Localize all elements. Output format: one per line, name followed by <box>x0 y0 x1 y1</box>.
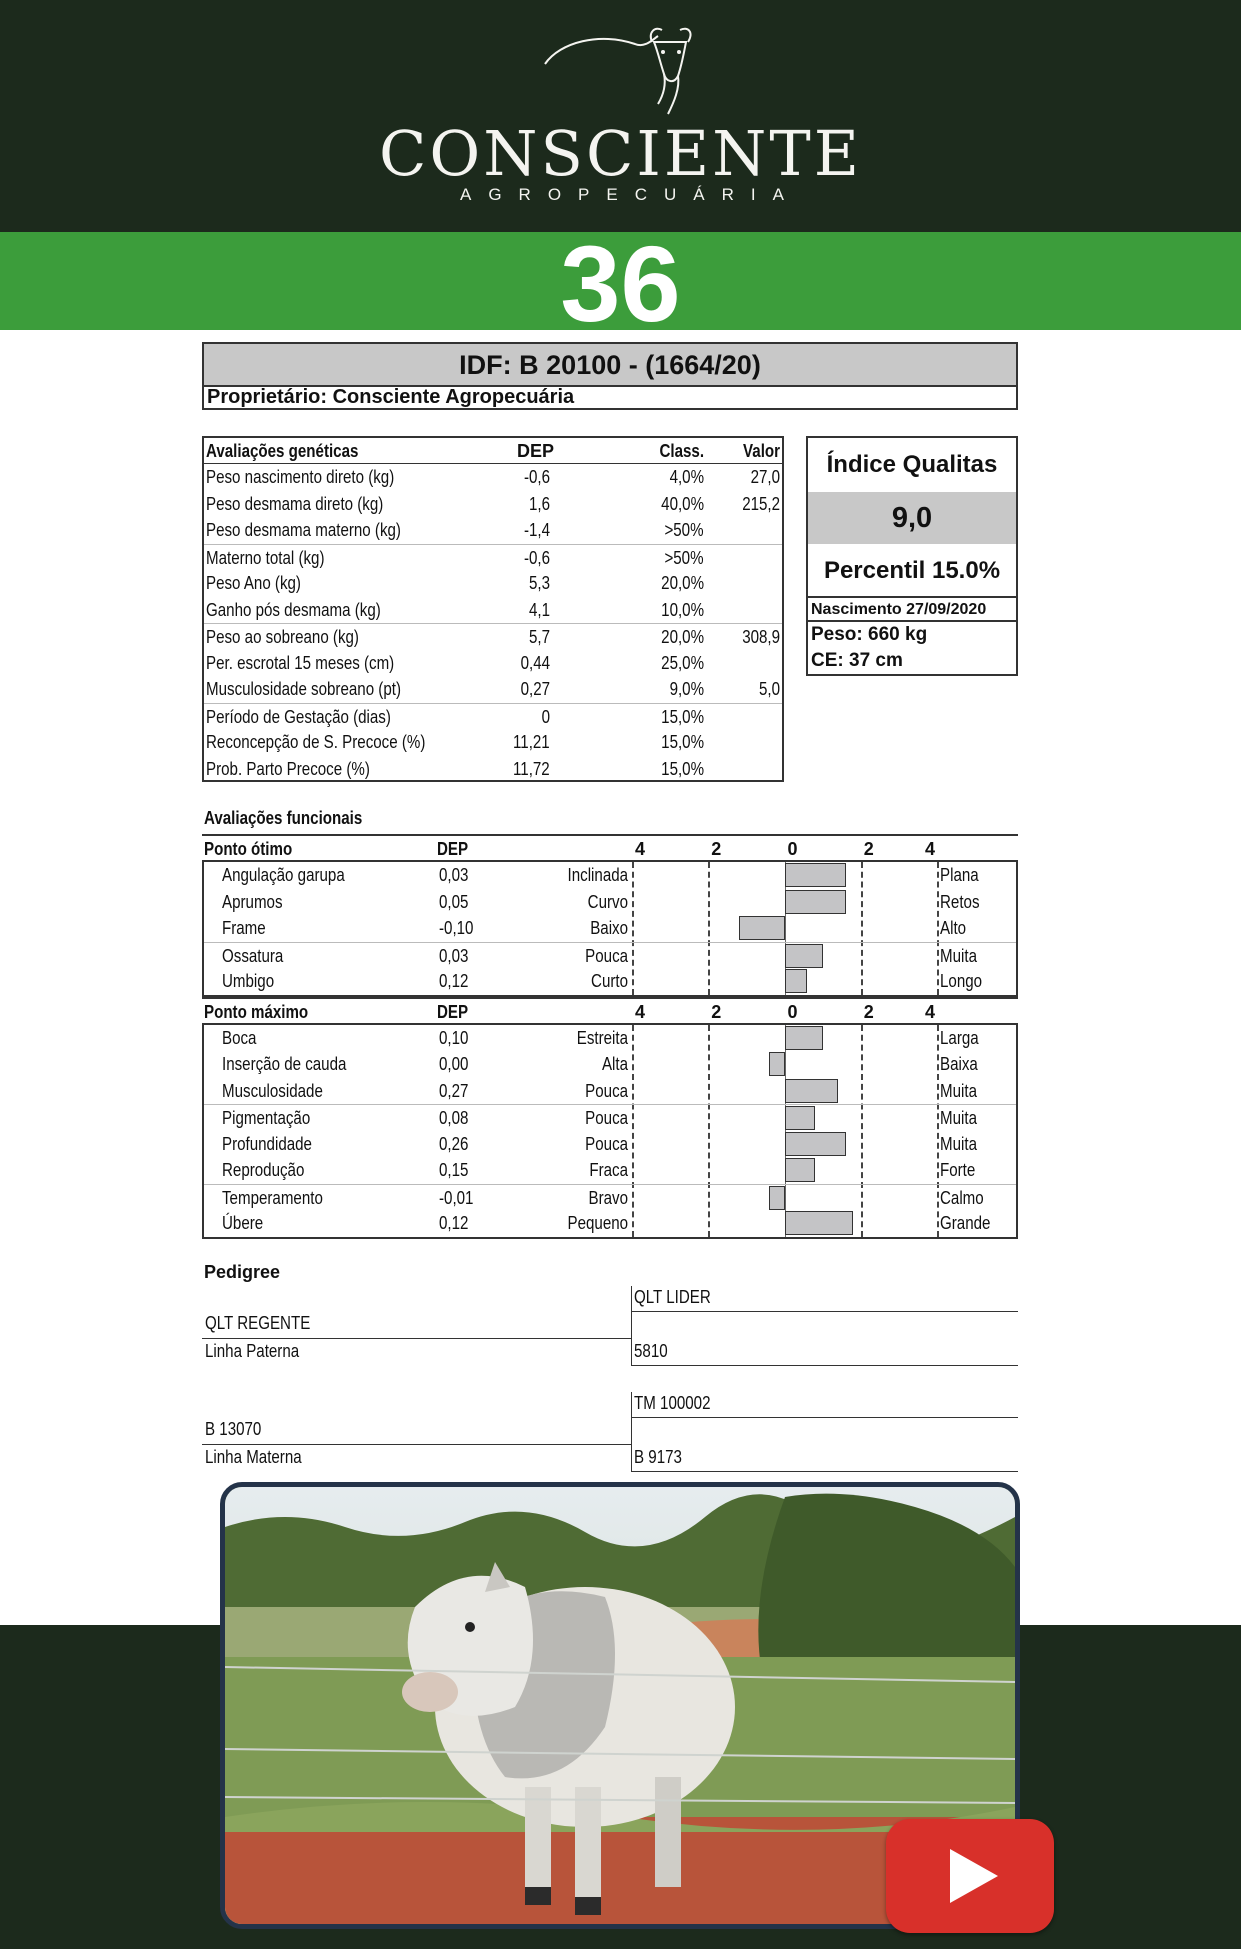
trait-bar <box>785 1158 816 1182</box>
cell-class: 15,0% <box>661 706 704 727</box>
trait-low: Pouca <box>585 945 628 966</box>
cell-dep: 5,7 <box>528 627 550 647</box>
cell-name: Per. escrotal 15 meses (cm) <box>206 652 395 673</box>
functional-group-header <box>202 834 1018 860</box>
cell-name: Prob. Parto Precoce (%) <box>206 758 370 779</box>
trait-bar <box>769 1186 784 1210</box>
scale-tick-label: 2 <box>711 839 722 859</box>
cell-class: >50% <box>664 520 704 540</box>
table-row <box>204 517 782 544</box>
pedigree-line <box>632 1417 1018 1418</box>
group-label: Ponto ótimo <box>204 839 293 859</box>
qualitas-percentile: Percentil 15.0% <box>808 544 1016 598</box>
cell-value: 215,2 <box>742 493 780 514</box>
cell-name: Materno total (kg) <box>206 547 325 568</box>
functional-row <box>204 889 1016 916</box>
cell-dep: 11,21 <box>513 732 550 752</box>
scale-tick-label: 0 <box>787 839 798 859</box>
scale-tick-label: 4 <box>635 1001 646 1022</box>
trait-high: Larga <box>940 1027 979 1048</box>
qualitas-index-box <box>806 436 1018 676</box>
table-row <box>204 491 782 518</box>
cell-class: 15,0% <box>661 758 704 779</box>
qualitas-title: Índice Qualitas <box>826 451 998 478</box>
animal-idf: IDF: B 20100 - (1664/20) <box>204 344 1016 387</box>
trait-name: Reprodução <box>222 1160 305 1180</box>
trait-dep: 0,12 <box>439 971 469 991</box>
functional-row <box>204 1184 1016 1211</box>
pedigree-dam-dam: B 9173 <box>634 1447 682 1467</box>
trait-name: Frame <box>222 918 266 938</box>
cell-class: 10,0% <box>661 599 704 620</box>
functional-row <box>204 1157 1016 1184</box>
trait-low: Fraca <box>589 1160 628 1180</box>
trait-name: Aprumos <box>222 891 283 912</box>
trait-dep: 0,15 <box>439 1160 469 1180</box>
scale-tick-label: 2 <box>863 1001 874 1022</box>
trait-dep: 0,03 <box>439 945 469 966</box>
cell-class: 40,0% <box>661 493 704 514</box>
cell-name: Peso desmama materno (kg) <box>206 520 401 540</box>
trait-high: Alto <box>940 918 967 938</box>
animal-weight: Peso: 660 kg <box>811 624 928 645</box>
trait-low: Pequeno <box>567 1213 628 1233</box>
cell-dep: 0,44 <box>520 652 550 673</box>
trait-high: Calmo <box>940 1187 984 1208</box>
group-dep-label: DEP <box>437 1001 469 1022</box>
trait-low: Curto <box>591 971 628 991</box>
cell-dep: -0,6 <box>523 547 550 568</box>
play-icon <box>886 1819 1054 1933</box>
trait-low: Inclinada <box>567 865 628 885</box>
trait-dep: 0,10 <box>439 1027 469 1048</box>
functional-row <box>204 1051 1016 1078</box>
trait-dep: 0,00 <box>439 1054 469 1074</box>
cell-dep: 1,6 <box>528 493 550 514</box>
trait-name: Boca <box>222 1027 257 1048</box>
trait-high: Longo <box>940 971 983 991</box>
trait-dep: -0,01 <box>439 1187 474 1208</box>
cell-dep: 4,1 <box>528 599 550 620</box>
genetic-evaluations-table <box>202 436 784 782</box>
table-row <box>204 703 782 730</box>
trait-dep: 0,26 <box>439 1133 469 1154</box>
trait-name: Ossatura <box>222 945 284 966</box>
trait-name: Umbigo <box>222 971 275 991</box>
cell-name: Musculosidade sobreano (pt) <box>206 679 401 699</box>
trait-bar <box>785 1132 846 1156</box>
brand-name: CONSCIENTE <box>378 117 863 190</box>
pedigree-line <box>632 1365 1018 1366</box>
trait-bar <box>785 890 846 914</box>
cell-dep: -1,4 <box>523 520 550 540</box>
trait-low: Pouca <box>585 1080 628 1101</box>
cell-name: Reconcepção de S. Precoce (%) <box>206 732 426 752</box>
group-dep-label: DEP <box>437 839 469 859</box>
trait-high: Muita <box>940 1133 977 1154</box>
trait-low: Estreita <box>576 1027 628 1048</box>
trait-high: Muita <box>940 1108 977 1128</box>
functional-row <box>204 968 1016 995</box>
pedigree-connector <box>631 1286 632 1366</box>
functional-group <box>202 860 1018 997</box>
pedigree-line <box>632 1471 1018 1472</box>
trait-low: Baixo <box>590 918 628 938</box>
trait-high: Plana <box>940 865 979 885</box>
cell-name: Período de Gestação (dias) <box>206 706 391 727</box>
table-row <box>204 570 782 597</box>
birth-date: Nascimento 27/09/2020 <box>808 598 1016 622</box>
scale-tick-label: 4 <box>925 1001 936 1022</box>
trait-name: Temperamento <box>222 1187 323 1208</box>
header-class: Class. <box>659 441 704 461</box>
header-value: Valor <box>743 441 780 461</box>
trait-bar <box>785 1106 816 1130</box>
trait-bar <box>785 944 823 968</box>
functional-row <box>204 1131 1016 1158</box>
trait-dep: 0,12 <box>439 1213 469 1233</box>
cell-name: Peso desmama direto (kg) <box>206 493 384 514</box>
trait-high: Muita <box>940 945 977 966</box>
cell-class: 15,0% <box>661 732 704 752</box>
cell-dep: 0,27 <box>520 679 550 699</box>
trait-bar <box>769 1052 784 1076</box>
trait-low: Alta <box>601 1054 628 1074</box>
cell-name: Peso ao sobreano (kg) <box>206 627 359 647</box>
pedigree-connector <box>631 1392 632 1472</box>
pedigree-line <box>202 1338 632 1339</box>
trait-bar <box>785 1026 823 1050</box>
pedigree-line <box>632 1311 1018 1312</box>
trait-dep: 0,27 <box>439 1080 469 1101</box>
trait-name: Musculosidade <box>222 1080 323 1101</box>
cell-value: 5,0 <box>758 679 780 699</box>
trait-bar <box>785 863 846 887</box>
table-row <box>204 544 782 571</box>
cell-name: Ganho pós desmama (kg) <box>206 599 381 620</box>
trait-low: Curvo <box>587 891 628 912</box>
trait-dep: 0,03 <box>439 865 469 885</box>
scale-tick-label: 4 <box>925 839 936 859</box>
trait-name: Pigmentação <box>222 1108 311 1128</box>
table-row <box>204 464 782 491</box>
table-row <box>204 650 782 677</box>
pedigree-sire: QLT REGENTE <box>205 1313 311 1333</box>
table-header <box>204 438 782 464</box>
cell-class: 4,0% <box>669 467 704 487</box>
functional-evaluations-chart <box>202 834 1018 1234</box>
header-name: Avaliações genéticas <box>206 441 359 461</box>
functional-title: Avaliações funcionais <box>204 808 363 828</box>
scale-tick-label: 0 <box>787 1001 798 1022</box>
trait-bar <box>739 916 785 940</box>
cell-dep: 5,3 <box>528 573 550 593</box>
table-row <box>204 729 782 756</box>
trait-high: Muita <box>940 1080 977 1101</box>
cell-class: 20,0% <box>661 573 704 593</box>
trait-high: Forte <box>940 1160 976 1180</box>
pedigree-sire-dam: 5810 <box>634 1341 668 1361</box>
cell-dep: 11,72 <box>513 758 550 779</box>
trait-low: Pouca <box>585 1108 628 1128</box>
functional-row <box>204 862 1016 889</box>
trait-high: Grande <box>940 1213 991 1233</box>
table-row <box>204 756 782 783</box>
trait-name: Inserção de cauda <box>222 1054 347 1074</box>
cell-value: 308,9 <box>742 627 780 647</box>
cell-name: Peso nascimento direto (kg) <box>206 467 395 487</box>
trait-bar <box>785 1079 838 1103</box>
trait-bar <box>785 1211 854 1235</box>
maternal-line-label: Linha Materna <box>205 1447 302 1467</box>
trait-dep: 0,08 <box>439 1108 469 1128</box>
functional-row <box>204 1104 1016 1131</box>
pedigree-title: Pedigree <box>204 1262 281 1282</box>
functional-row <box>204 1025 1016 1052</box>
table-row <box>204 623 782 650</box>
trait-high: Baixa <box>940 1054 978 1074</box>
trait-bar <box>785 969 808 993</box>
table-row <box>204 676 782 703</box>
header-band <box>0 0 1241 232</box>
brand-subtitle: AGROPECUÁRIA <box>460 185 801 204</box>
pedigree-dam-sire: TM 100002 <box>634 1393 711 1413</box>
functional-group-header <box>202 997 1018 1023</box>
trait-name: Profundidade <box>222 1133 312 1154</box>
pedigree-dam: B 13070 <box>205 1419 262 1439</box>
pedigree-sire-sire: QLT LIDER <box>634 1287 711 1307</box>
functional-row <box>204 1210 1016 1237</box>
pedigree-line <box>202 1444 632 1445</box>
trait-low: Bravo <box>588 1187 628 1208</box>
trait-dep: -0,10 <box>439 918 474 938</box>
cell-name: Peso Ano (kg) <box>206 573 301 593</box>
scale-tick-label: 4 <box>635 839 646 859</box>
trait-high: Retos <box>940 891 980 912</box>
play-video-button[interactable] <box>886 1819 1054 1933</box>
trait-name: Úbere <box>222 1213 264 1233</box>
paternal-line-label: Linha Paterna <box>205 1341 300 1361</box>
scale-tick-label: 2 <box>711 1001 722 1022</box>
qualitas-score: 9,0 <box>808 492 1016 544</box>
scale-tick-label: 2 <box>863 839 874 859</box>
group-label: Ponto máximo <box>204 1001 309 1022</box>
table-row <box>204 597 782 624</box>
cell-dep: -0,6 <box>523 467 550 487</box>
functional-row <box>204 915 1016 942</box>
functional-row <box>204 1078 1016 1105</box>
trait-name: Angulação garupa <box>222 865 345 885</box>
cell-class: 25,0% <box>661 652 704 673</box>
bull-head-icon <box>540 22 710 122</box>
scrotal-circumference: CE: 37 cm <box>811 650 903 671</box>
cell-class: 20,0% <box>661 627 704 647</box>
cell-dep: 0 <box>541 706 550 727</box>
cell-class: 9,0% <box>669 679 704 699</box>
header-dep: DEP <box>516 441 554 461</box>
lot-number: 36 <box>560 223 681 344</box>
trait-dep: 0,05 <box>439 891 469 912</box>
functional-group <box>202 1023 1018 1239</box>
cell-value: 27,0 <box>750 467 780 487</box>
animal-owner: Proprietário: Consciente Agropecuária <box>207 386 575 408</box>
animal-id-box <box>202 342 1018 410</box>
trait-low: Pouca <box>585 1133 628 1154</box>
functional-row <box>204 942 1016 969</box>
cell-class: >50% <box>664 547 704 568</box>
